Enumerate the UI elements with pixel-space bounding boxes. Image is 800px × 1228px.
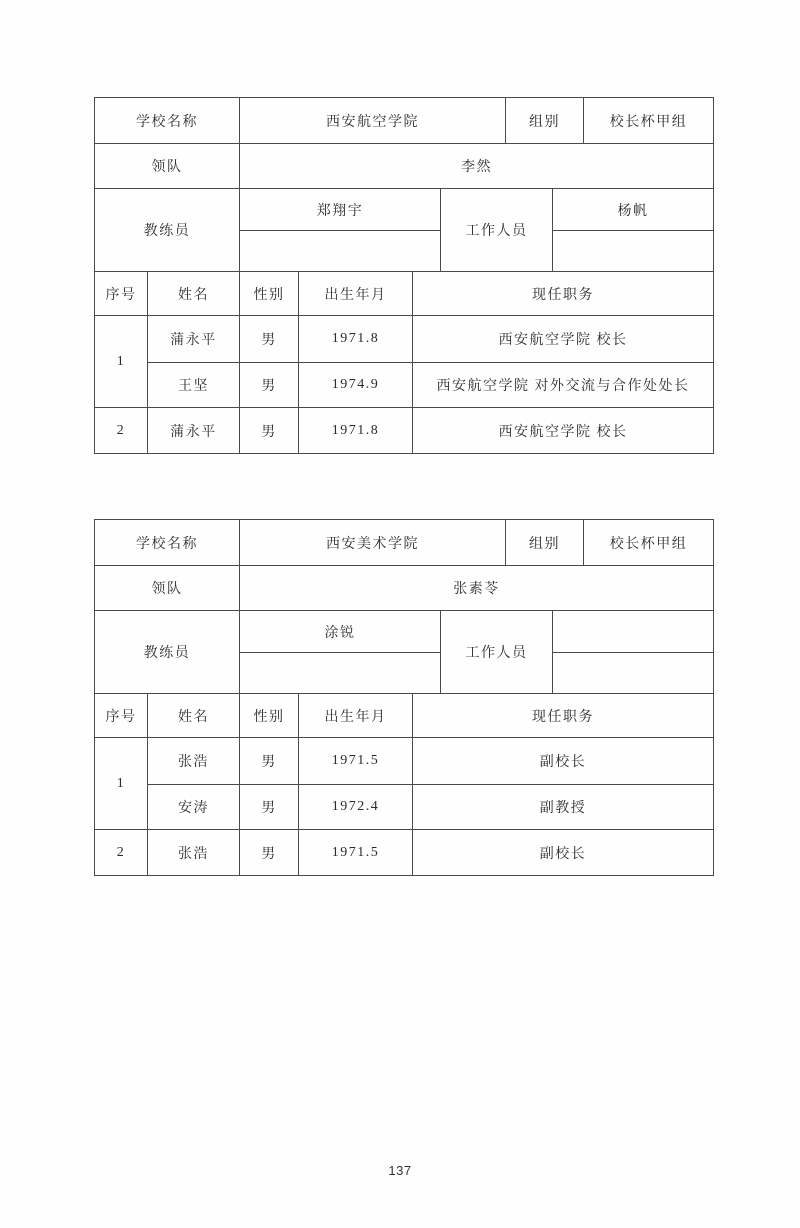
coach-staff-row-top [95, 189, 714, 231]
school-name-value: 西安美术学院 [240, 520, 506, 566]
roster-row [95, 316, 714, 363]
team-table-2 [94, 519, 714, 876]
staff-empty-cell [553, 653, 714, 694]
leader-row [95, 566, 714, 611]
seq-cell: 2 [95, 830, 148, 876]
staff-name-cell [553, 611, 714, 653]
roster-row [95, 830, 714, 876]
staff-label: 工作人员 [441, 189, 553, 272]
group-value: 校长杯甲组 [584, 520, 714, 566]
seq-header: 序号 [95, 694, 148, 738]
coach-label: 教练员 [95, 611, 240, 694]
gender-cell: 男 [240, 408, 299, 454]
position-cell: 西安航空学院 对外交流与合作处处长 [413, 363, 714, 408]
position-cell: 副教授 [413, 785, 714, 830]
team-table-1 [94, 97, 714, 454]
roster-header-row [95, 694, 714, 738]
position-header: 现任职务 [413, 694, 714, 738]
gender-cell: 男 [240, 363, 299, 408]
position-cell: 西安航空学院 校长 [413, 316, 714, 363]
seq-cell: 2 [95, 408, 148, 454]
position-cell: 西安航空学院 校长 [413, 408, 714, 454]
group-label: 组别 [506, 98, 584, 144]
school-name-label: 学校名称 [95, 520, 240, 566]
name-header: 姓名 [148, 272, 240, 316]
seq-cell: 1 [95, 316, 148, 408]
birth-header: 出生年月 [299, 272, 413, 316]
leader-label: 领队 [95, 144, 240, 189]
leader-value: 张素苓 [240, 566, 714, 611]
document-page [0, 97, 800, 1228]
school-name-label: 学校名称 [95, 98, 240, 144]
school-row [95, 98, 714, 144]
birth-cell: 1971.5 [299, 738, 413, 785]
birth-cell: 1971.8 [299, 316, 413, 363]
birth-cell: 1971.5 [299, 830, 413, 876]
leader-label: 领队 [95, 566, 240, 611]
coach-name-cell: 涂锐 [240, 611, 441, 653]
name-cell: 张浩 [148, 738, 240, 785]
position-header: 现任职务 [413, 272, 714, 316]
school-row [95, 520, 714, 566]
staff-empty-cell [553, 231, 714, 272]
leader-row [95, 144, 714, 189]
seq-cell: 1 [95, 738, 148, 830]
gender-header: 性别 [240, 694, 299, 738]
gender-cell: 男 [240, 316, 299, 363]
position-cell: 副校长 [413, 830, 714, 876]
name-cell: 张浩 [148, 830, 240, 876]
gender-cell: 男 [240, 738, 299, 785]
roster-header-row [95, 272, 714, 316]
coach-label: 教练员 [95, 189, 240, 272]
coach-name-cell: 郑翔宇 [240, 189, 441, 231]
group-value: 校长杯甲组 [584, 98, 714, 144]
coach-empty-cell [240, 231, 441, 272]
roster-row [95, 408, 714, 454]
coach-empty-cell [240, 653, 441, 694]
group-label: 组别 [506, 520, 584, 566]
name-cell: 王坚 [148, 363, 240, 408]
school-name-value: 西安航空学院 [240, 98, 506, 144]
staff-name-cell: 杨帆 [553, 189, 714, 231]
gender-cell: 男 [240, 830, 299, 876]
birth-header: 出生年月 [299, 694, 413, 738]
roster-row [95, 785, 714, 830]
roster-row [95, 738, 714, 785]
gender-header: 性别 [240, 272, 299, 316]
name-cell: 安涛 [148, 785, 240, 830]
gender-cell: 男 [240, 785, 299, 830]
name-cell: 蒲永平 [148, 316, 240, 363]
position-cell: 副校长 [413, 738, 714, 785]
page-number: 137 [388, 1163, 412, 1178]
birth-cell: 1974.9 [299, 363, 413, 408]
seq-header: 序号 [95, 272, 148, 316]
name-cell: 蒲永平 [148, 408, 240, 454]
staff-label: 工作人员 [441, 611, 553, 694]
roster-row [95, 363, 714, 408]
name-header: 姓名 [148, 694, 240, 738]
coach-staff-row-top [95, 611, 714, 653]
birth-cell: 1971.8 [299, 408, 413, 454]
leader-value: 李然 [240, 144, 714, 189]
birth-cell: 1972.4 [299, 785, 413, 830]
